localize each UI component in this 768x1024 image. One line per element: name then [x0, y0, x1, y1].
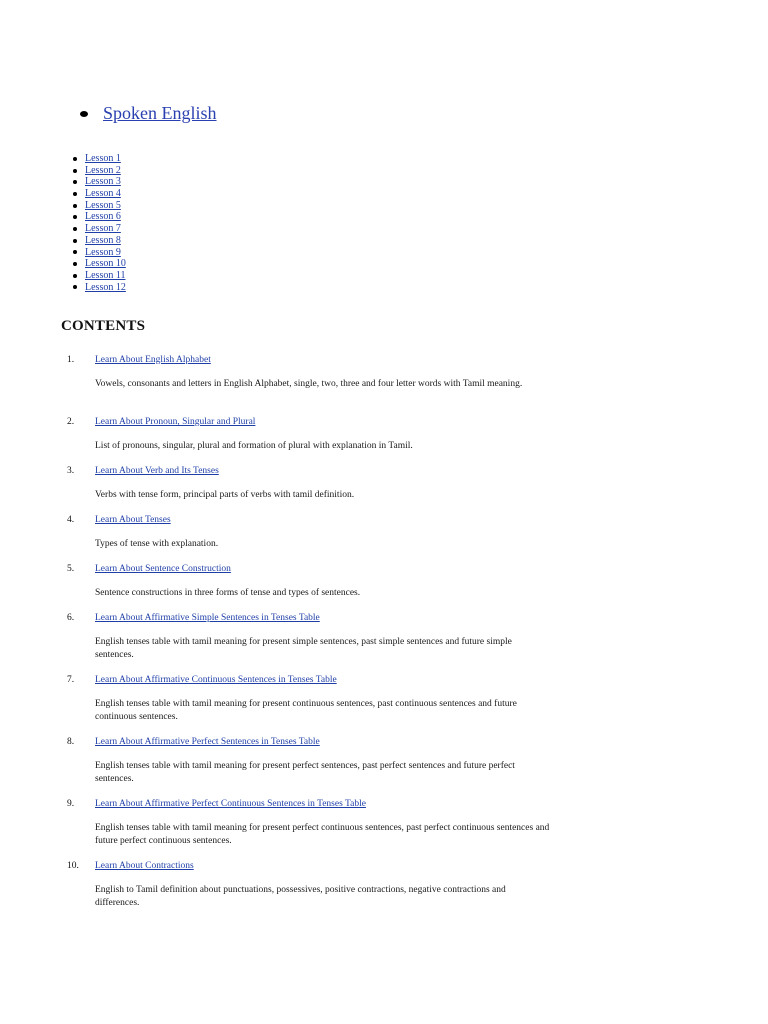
entry-number: 5. — [67, 564, 75, 574]
entry-number: 7. — [67, 675, 75, 685]
entry-description: Types of tense with explanation. — [95, 539, 219, 549]
lesson-link[interactable]: Lesson 9 — [85, 246, 121, 258]
bullet-icon — [73, 285, 77, 289]
bullet-icon — [73, 250, 77, 254]
spoken-english-link[interactable]: Spoken English — [103, 103, 217, 123]
entry-link[interactable]: Learn About Pronoun, Singular and Plural — [95, 417, 256, 427]
entry-number: 9. — [67, 799, 75, 809]
entry-description: Verbs with tense form, principal parts of verbs with tamil definition. — [95, 490, 355, 500]
bullet-icon — [73, 227, 77, 231]
lesson-item — [73, 211, 126, 223]
lesson-item — [73, 200, 126, 212]
lesson-link[interactable]: Lesson 5 — [85, 199, 121, 211]
lesson-item — [73, 188, 126, 200]
entry-description: English tenses table with tamil meaning for present continuous sentences, past continuous sentences and future continuous sentences. — [95, 699, 517, 722]
lesson-link[interactable]: Lesson 10 — [85, 258, 126, 270]
entry-number: 2. — [67, 417, 75, 427]
entry-link[interactable]: Learn About Tenses — [95, 515, 171, 525]
entry-number: 3. — [67, 466, 75, 476]
lesson-link[interactable]: Lesson 4 — [85, 188, 121, 200]
lesson-item — [73, 176, 126, 188]
entry-number: 1. — [67, 355, 75, 365]
entry-number: 10. — [67, 861, 79, 871]
lesson-link[interactable]: Lesson 12 — [85, 281, 126, 293]
entry-description: English tenses table with tamil meaning for present perfect continuous sentences, past perfect continuous sentences and future perfect continuous sentences. — [95, 823, 550, 846]
entry-description: Vowels, consonants and letters in English Alphabet, single, two, three and four letter words with Tamil meaning. — [95, 379, 523, 389]
bullet-icon — [80, 111, 88, 117]
lesson-link[interactable]: Lesson 2 — [85, 164, 121, 176]
entry-link[interactable]: Learn About Affirmative Continuous Sentences in Tenses Table — [95, 675, 337, 685]
lesson-link[interactable]: Lesson 8 — [85, 234, 121, 246]
bullet-icon — [73, 192, 77, 196]
entry-link[interactable]: Learn About Contractions — [95, 861, 194, 871]
bullet-icon — [73, 169, 77, 173]
contents-heading: CONTENTS — [61, 318, 146, 334]
lesson-item — [73, 153, 126, 165]
lesson-link[interactable]: Lesson 6 — [85, 211, 121, 223]
lesson-list — [73, 153, 126, 293]
entry-number: 8. — [67, 737, 75, 747]
bullet-icon — [73, 262, 77, 266]
bullet-icon — [73, 204, 77, 208]
entry-description: English to Tamil definition about punctuations, possessives, positive contractions, negative contractions and differences. — [95, 885, 506, 908]
entry-link[interactable]: Learn About Sentence Construction — [95, 564, 231, 574]
entry-description: English tenses table with tamil meaning for present simple sentences, past simple sentences and future simple sentences. — [95, 637, 512, 660]
entry-number: 4. — [67, 515, 75, 525]
lesson-item — [73, 247, 126, 259]
lesson-item — [73, 235, 126, 247]
lesson-item — [73, 223, 126, 235]
bullet-icon — [73, 274, 77, 278]
entry-number: 6. — [67, 613, 75, 623]
entry-link[interactable]: Learn About Affirmative Perfect Continuous Sentences in Tenses Table — [95, 799, 366, 809]
lesson-link[interactable]: Lesson 11 — [85, 269, 126, 281]
bullet-icon — [73, 157, 77, 161]
entry-link[interactable]: Learn About Verb and Its Tenses — [95, 466, 219, 476]
entry-link[interactable]: Learn About Affirmative Simple Sentences in Tenses Table — [95, 613, 320, 623]
bullet-icon — [73, 239, 77, 243]
entry-link[interactable]: Learn About Affirmative Perfect Sentences in Tenses Table — [95, 737, 320, 747]
lesson-link[interactable]: Lesson 1 — [85, 153, 121, 164]
lesson-item — [73, 270, 126, 282]
entry-description: English tenses table with tamil meaning for present perfect sentences, past perfect sentences and future perfect sentences. — [95, 761, 515, 784]
lesson-item — [73, 165, 126, 177]
spoken-english-item — [80, 101, 217, 125]
bullet-icon — [73, 180, 77, 184]
bullet-icon — [73, 215, 77, 219]
entry-link[interactable]: Learn About English Alphabet — [95, 355, 211, 365]
entry-description: Sentence constructions in three forms of tense and types of sentences. — [95, 588, 361, 598]
lesson-item — [73, 282, 126, 294]
lesson-link[interactable]: Lesson 7 — [85, 223, 121, 235]
entry-description: List of pronouns, singular, plural and formation of plural with explanation in Tamil. — [95, 441, 413, 451]
lesson-item — [73, 258, 126, 270]
lesson-link[interactable]: Lesson 3 — [85, 176, 121, 188]
